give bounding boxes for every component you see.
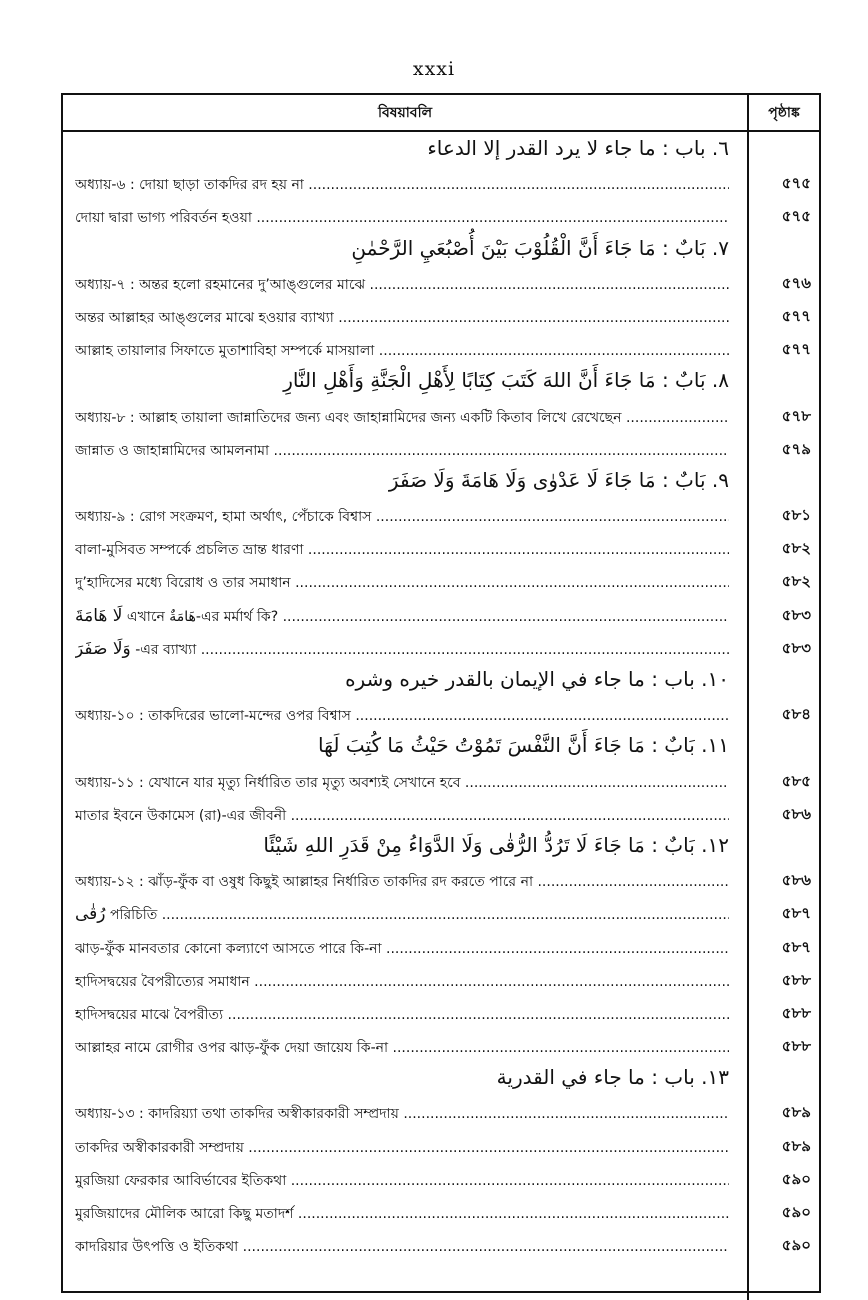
toc-entry-page: ৫৮৩ [781, 605, 811, 624]
chapter-arabic-title: ٩. بَابٌ : مَا جَاءَ لَا عَدْوٰى وَلَا هَامَةَ وَلَا صَفَرَ [388, 467, 729, 492]
toc-entry-page: ৫৭৮ [781, 406, 811, 425]
toc-entry [63, 1028, 819, 1061]
toc-entry-text [75, 1003, 729, 1027]
toc-entry-page: ৫৮৪ [781, 705, 811, 724]
toc-entry [63, 198, 819, 231]
toc-entry-page: ৫৮৩ [781, 638, 811, 657]
toc-entry-text [75, 804, 729, 828]
toc-entry [63, 165, 819, 198]
toc-entry [63, 630, 819, 663]
toc-entry-label: ঝাড়-ফুঁক মানবতার কোনো কল্যাণে আসতে পারে কি-না [75, 940, 382, 957]
toc-entry [63, 1128, 819, 1161]
toc-entry-text [75, 339, 729, 363]
toc-entry-page: ৫৮৭ [781, 904, 811, 923]
toc-entry-label: আল্লাহ তায়ালার সিফাতে মুতাশাবিহা সম্পর্কে মাসয়ালা [75, 343, 375, 360]
page-number: xxxi [412, 58, 456, 80]
toc-entry-page: ৫৯০ [781, 1169, 811, 1188]
chapter-heading [63, 232, 819, 265]
toc-entry-text [75, 306, 729, 330]
toc-entry-label: অধ্যায়-৬ : দোয়া ছাড়া তাকদির রদ হয় না [75, 177, 304, 194]
toc-entry-label: অধ্যায়-৯ : রোগ সংক্রমণ, হামা অর্থাৎ, পেঁচাকে বিশ্বাস [75, 509, 372, 526]
toc-entry-text [75, 638, 729, 662]
toc-entry-text [75, 1136, 729, 1160]
toc-entry [63, 563, 819, 596]
chapter-heading [63, 663, 819, 696]
toc-entry [63, 929, 819, 962]
toc-entry-text [75, 406, 729, 430]
toc-entry-label: জান্নাত ও জাহান্নামিদের আমলনামা [75, 442, 270, 459]
toc-entry-page: ৫৮৯ [781, 1136, 811, 1155]
toc-entry [63, 1161, 819, 1194]
chapter-arabic-title: ١٢. بَابٌ : مَا جَاءَ لَا تَرُدُّ الرُّقٰى وَلَا الدَّوَاءُ مِنْ قَدَرِ اللهِ شَيْئًا [263, 832, 729, 857]
toc-entry-label: অন্তর আল্লাহর আঙ্গুলের মাঝে হওয়ার ব্যাখ্যা [75, 309, 334, 326]
toc-entry-text [75, 771, 729, 795]
toc-entry-text [75, 1102, 729, 1126]
toc-entry [63, 763, 819, 796]
chapter-heading [63, 829, 819, 862]
toc-entry-label: হাদিসদ্বয়ের বৈপরীত্যের সমাধান [75, 973, 250, 990]
toc-entry [63, 530, 819, 563]
toc-entry [63, 497, 819, 530]
toc-entry-page: ৫৭৫ [781, 207, 811, 226]
toc-entry-label: কাদরিয়ার উৎপত্তি ও ইতিকথা [75, 1239, 239, 1256]
chapter-arabic-title: ١٣. باب : ما جاء في القدرية [496, 1065, 729, 1090]
toc-entry-text [75, 571, 729, 595]
toc-entry-label: মুরজিয়া ফেরকার আবির্ভাবের ইতিকথা [75, 1172, 287, 1189]
toc-entry-page: ৫৮১ [781, 506, 811, 525]
toc-entry-page: ৫৯০ [781, 1203, 811, 1221]
toc-entry-text [75, 605, 729, 629]
toc-entry-label: বালা-মুসিবত সম্পর্কে প্রচলিত ভ্রান্ত ধারণা [75, 542, 304, 559]
toc-entry-text [75, 970, 729, 994]
toc-entry-label: অধ্যায়-১১ : যেখানে যার মৃত্যু নির্ধারিত তার মৃত্যু অবশ্যই সেখানে হবে [75, 774, 461, 791]
toc-entry-label: অধ্যায়-৭ : অন্তর হলো রহমানের দু’আঙ্গুলের মাঝে [75, 276, 366, 293]
toc-entry-label: দু’হাদিসের মধ্যে বিরোধ ও তার সমাধান [75, 575, 291, 592]
toc-entry-page: ৫৭৫ [781, 174, 811, 193]
toc-entry-label: অধ্যায়-১২ : ঝাঁড়-ফুঁক বা ওষুধ কিছুই আল্লাহর নির্ধারিত তাকদির রদ করতে পারে না [75, 874, 534, 891]
toc-entry-text [75, 1169, 729, 1193]
toc-entry-text [75, 1235, 729, 1259]
toc-entry-label: অধ্যায়-৮ : আল্লাহ তায়ালা জান্নাতিদের জন্য এবং জাহান্নামিদের জন্য একটি কিতাব লিখে রেখেছেন [75, 409, 622, 426]
toc-entry-label: অধ্যায়-১০ : তাকদিরের ভালো-মন্দের ওপর বিশ্বাস [75, 708, 351, 725]
toc-entry-text [75, 206, 729, 230]
toc-entry-text [75, 870, 729, 894]
toc-entry [63, 265, 819, 298]
chapter-heading [63, 364, 819, 397]
chapter-arabic-title: ١١. بَابٌ : مَا جَاءَ أَنَّ النَّفْسَ تَمُوْتُ حَيْثُ مَا كُتِبَ لَهَا [318, 733, 729, 758]
toc-header-title: বিষয়াবলি [63, 95, 749, 130]
table-of-contents [61, 93, 821, 1293]
toc-entry [63, 962, 819, 995]
toc-entry-text [75, 538, 729, 562]
toc-entry-page: ৫৮৮ [781, 1037, 811, 1056]
toc-entry-text [75, 1202, 729, 1226]
toc-entry-page: ৫৮২ [781, 539, 811, 558]
toc-header [63, 95, 819, 132]
toc-entry [63, 331, 819, 364]
toc-entry-label: মাতার ইবনে উকামেস (রা)-এর জীবনী [75, 807, 287, 824]
toc-entry-label: দোয়া দ্বারা ভাগ্য পরিবর্তন হওয়া [75, 210, 252, 227]
toc-entry-label: -এর ব্যাখ্যা [135, 641, 197, 658]
toc-entry-label: অধ্যায়-১৩ : কাদরিয়্যা তথা তাকদির অস্বীকারকারী সম্প্রদায় [75, 1106, 399, 1123]
toc-entry-text [75, 173, 729, 197]
toc-entry [63, 597, 819, 630]
toc-entry [63, 862, 819, 895]
toc-entry [63, 431, 819, 464]
toc-entry-page: ৫৭৯ [781, 439, 811, 458]
toc-entry-text [75, 704, 729, 728]
toc-entry-arabic: رُقٰى [75, 904, 106, 925]
chapter-arabic-title: ١٠. باب : ما جاء في الإيمان بالقدر خيره وشره [345, 667, 729, 691]
toc-entry-page: ৫৮২ [781, 572, 811, 591]
toc-entry-page: ৫৮৮ [781, 970, 811, 989]
toc-entry-page: ৫৭৬ [781, 273, 811, 292]
toc-body [63, 132, 819, 1260]
chapter-heading [63, 464, 819, 497]
toc-entry-label: এখানে هَامَةٌ-এর মর্মার্থ কি? [126, 608, 279, 625]
toc-entry-label: পরিচিতি [109, 907, 158, 924]
toc-entry-text [75, 439, 729, 463]
toc-header-page-label: পৃষ্ঠাঙ্ক [768, 104, 800, 121]
toc-entry [63, 398, 819, 431]
toc-entry-text [75, 937, 729, 961]
toc-entry-page: ৫৯০ [781, 1236, 811, 1255]
toc-entry [63, 1194, 819, 1227]
chapter-heading [63, 132, 819, 165]
toc-entry-text [75, 273, 729, 297]
toc-entry-text [75, 903, 729, 927]
toc-entry-page: ৫৮৬ [781, 871, 811, 890]
toc-entry-page: ৫৭৭ [781, 340, 811, 359]
chapter-heading [63, 729, 819, 762]
toc-entry-page: ৫৮৬ [781, 804, 811, 823]
toc-entry [63, 1227, 819, 1260]
toc-entry-page: ৫৮৭ [781, 937, 811, 956]
toc-entry-text [75, 505, 729, 529]
toc-entry-label: মুরজিয়াদের মৌলিক আরো কিছু মতাদর্শ [75, 1206, 294, 1222]
toc-entry-page: ৫৮৮ [781, 1003, 811, 1022]
toc-entry-label: হাদিসদ্বয়ের মাঝে বৈপরীত্য [75, 1006, 224, 1023]
toc-entry [63, 995, 819, 1028]
toc-entry-label: তাকদির অস্বীকারকারী সম্প্রদায় [75, 1139, 244, 1156]
toc-entry [63, 796, 819, 829]
chapter-arabic-title: ٨. بَابٌ : مَا جَاءَ أَنَّ اللهَ كَتَبَ كِتَابًا لِأَهْلِ الْجَنَّةِ وَأَهْلِ النَّارِ [283, 368, 729, 393]
toc-entry [63, 298, 819, 331]
toc-entry-arabic: وَلَا صَفَرَ [75, 638, 131, 659]
toc-entry-page: ৫৮৫ [781, 771, 811, 790]
toc-entry-page: ৫৮৯ [781, 1103, 811, 1122]
toc-entry [63, 1094, 819, 1127]
toc-entry [63, 696, 819, 729]
toc-entry-label: আল্লাহর নামে রোগীর ওপর ঝাড়-ফুঁক দেয়া জায়েয কি-না [75, 1040, 389, 1057]
toc-entry-text [75, 1036, 729, 1060]
toc-entry-page: ৫৭৭ [781, 306, 811, 325]
chapter-heading [63, 1061, 819, 1094]
chapter-arabic-title: ٧. بَابٌ : مَا جَاءَ أَنَّ الْقُلُوْبَ بَيْنَ أُصْبُعَيِ الرَّحْمٰنِ [351, 235, 729, 260]
toc-entry [63, 895, 819, 928]
toc-entry-arabic: لَا هَامَةَ [75, 605, 123, 626]
chapter-arabic-title: ٦. باب : ما جاء لا يرد القدر إلا الدعاء [427, 136, 729, 160]
